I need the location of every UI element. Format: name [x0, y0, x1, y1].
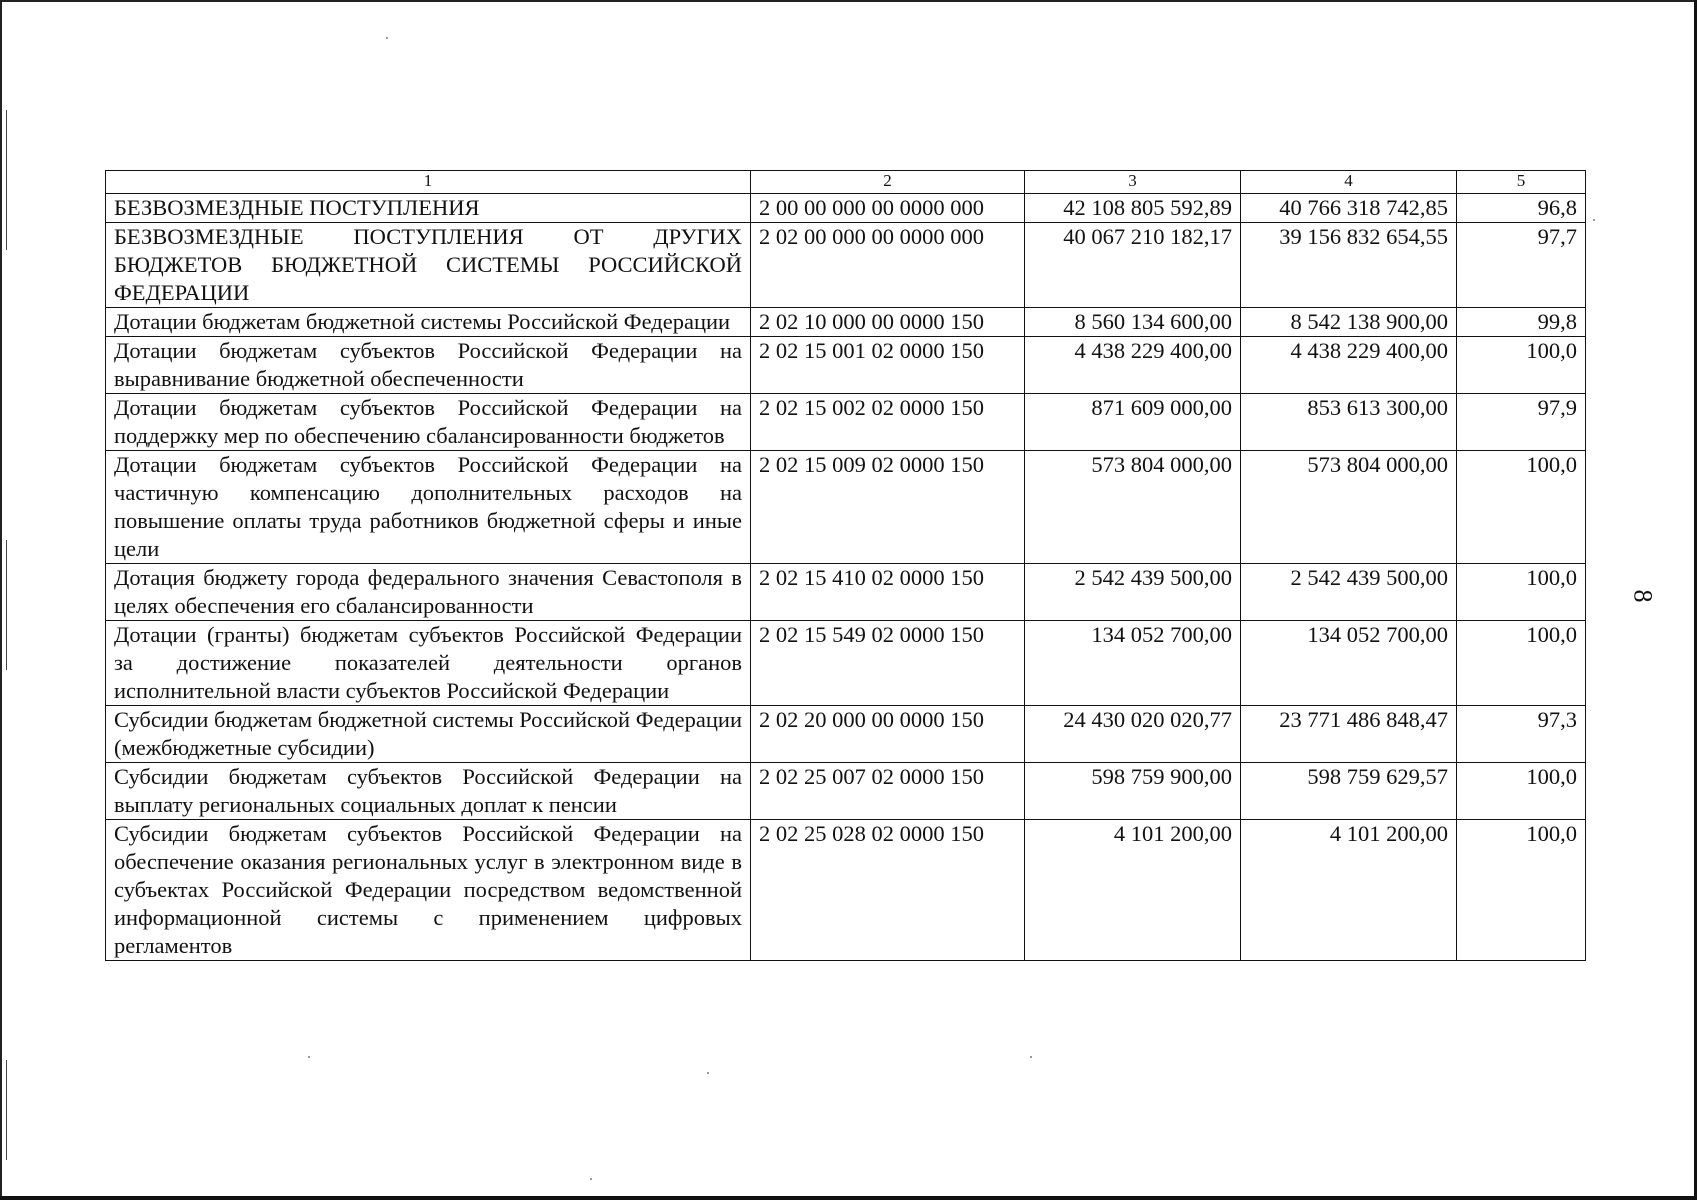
actual-amount: 4 101 200,00	[1241, 820, 1457, 961]
revenue-name: Дотации бюджетам субъектов Российской Федерации на выравнивание бюджетной обеспеченности	[106, 337, 751, 394]
execution-percent: 100,0	[1457, 763, 1586, 820]
column-number-4: 4	[1241, 171, 1457, 194]
budget-classification-code: 2 02 25 028 02 0000 150	[751, 820, 1025, 961]
execution-percent: 100,0	[1457, 337, 1586, 394]
table-row	[106, 194, 1586, 223]
revenue-name: Субсидии бюджетам субъектов Российской Федерации на обеспечение оказания региональных услуг в электронном виде в субъектах Российской Федерации посредством ведомственной информационной системы с применением цифровых регламентов	[106, 820, 751, 961]
revenue-name: Дотации (гранты) бюджетам субъектов Российской Федерации за достижение показателей деятельности органов исполнительной власти субъектов Российской Федерации	[106, 621, 751, 706]
budget-classification-code: 2 02 15 549 02 0000 150	[751, 621, 1025, 706]
column-number-1: 1	[106, 171, 751, 194]
scan-edge-bottom	[0, 1196, 1697, 1200]
actual-amount: 573 804 000,00	[1241, 451, 1457, 564]
execution-percent: 100,0	[1457, 564, 1586, 621]
actual-amount: 8 542 138 900,00	[1241, 308, 1457, 337]
execution-percent: 97,7	[1457, 223, 1586, 308]
scan-edge-left	[0, 0, 2, 1200]
actual-amount: 2 542 439 500,00	[1241, 564, 1457, 621]
execution-percent: 100,0	[1457, 820, 1586, 961]
scan-speck	[590, 1178, 592, 1180]
scan-edge-top	[0, 0, 1697, 2]
revenue-name: БЕЗВОЗМЕЗДНЫЕ ПОСТУПЛЕНИЯ	[106, 194, 751, 223]
planned-amount: 2 542 439 500,00	[1025, 564, 1241, 621]
planned-amount: 24 430 020 020,77	[1025, 706, 1241, 763]
budget-classification-code: 2 02 10 000 00 0000 150	[751, 308, 1025, 337]
revenue-name: Субсидии бюджетам субъектов Российской Федерации на выплату региональных социальных доплат к пенсии	[106, 763, 751, 820]
actual-amount: 39 156 832 654,55	[1241, 223, 1457, 308]
scan-speck	[386, 37, 388, 39]
table-row	[106, 706, 1586, 763]
planned-amount: 8 560 134 600,00	[1025, 308, 1241, 337]
budget-revenue-table	[105, 170, 1586, 961]
planned-amount: 4 438 229 400,00	[1025, 337, 1241, 394]
planned-amount: 42 108 805 592,89	[1025, 194, 1241, 223]
revenue-name: Дотации бюджетам субъектов Российской Федерации на поддержку мер по обеспечению сбалансированности бюджетов	[106, 394, 751, 451]
table-row	[106, 763, 1586, 820]
revenue-name: Дотации бюджетам бюджетной системы Российской Федерации	[106, 308, 751, 337]
table-row	[106, 564, 1586, 621]
planned-amount: 134 052 700,00	[1025, 621, 1241, 706]
execution-percent: 97,3	[1457, 706, 1586, 763]
page-number: 8	[1628, 589, 1658, 603]
actual-amount: 853 613 300,00	[1241, 394, 1457, 451]
actual-amount: 40 766 318 742,85	[1241, 194, 1457, 223]
budget-classification-code: 2 02 25 007 02 0000 150	[751, 763, 1025, 820]
budget-classification-code: 2 02 00 000 00 0000 000	[751, 223, 1025, 308]
revenue-name: БЕЗВОЗМЕЗДНЫЕ ПОСТУПЛЕНИЯ ОТ ДРУГИХ БЮДЖЕТОВ БЮДЖЕТНОЙ СИСТЕМЫ РОССИЙСКОЙ ФЕДЕРАЦИИ	[106, 223, 751, 308]
table-row	[106, 308, 1586, 337]
planned-amount: 4 101 200,00	[1025, 820, 1241, 961]
scan-speck	[1030, 1056, 1032, 1058]
scan-margin-mark	[6, 540, 7, 670]
scan-margin-mark	[6, 1060, 7, 1160]
column-number-3: 3	[1025, 171, 1241, 194]
table-row	[106, 223, 1586, 308]
revenue-name: Дотации бюджетам субъектов Российской Федерации на частичную компенсацию дополнительных расходов на повышение оплаты труда работников бюджетной сферы и иные цели	[106, 451, 751, 564]
budget-classification-code: 2 02 20 000 00 0000 150	[751, 706, 1025, 763]
table-row	[106, 394, 1586, 451]
execution-percent: 97,9	[1457, 394, 1586, 451]
execution-percent: 99,8	[1457, 308, 1586, 337]
budget-classification-code: 2 02 15 410 02 0000 150	[751, 564, 1025, 621]
execution-percent: 96,8	[1457, 194, 1586, 223]
planned-amount: 573 804 000,00	[1025, 451, 1241, 564]
execution-percent: 100,0	[1457, 451, 1586, 564]
revenue-name: Дотация бюджету города федерального значения Севастополя в целях обеспечения его сбалансированности	[106, 564, 751, 621]
budget-classification-code: 2 00 00 000 00 0000 000	[751, 194, 1025, 223]
table-row	[106, 451, 1586, 564]
execution-percent: 100,0	[1457, 621, 1586, 706]
table-row	[106, 820, 1586, 961]
table-header-row	[106, 171, 1586, 194]
planned-amount: 598 759 900,00	[1025, 763, 1241, 820]
actual-amount: 598 759 629,57	[1241, 763, 1457, 820]
scan-speck	[308, 1056, 310, 1058]
budget-classification-code: 2 02 15 001 02 0000 150	[751, 337, 1025, 394]
actual-amount: 23 771 486 848,47	[1241, 706, 1457, 763]
planned-amount: 40 067 210 182,17	[1025, 223, 1241, 308]
planned-amount: 871 609 000,00	[1025, 394, 1241, 451]
scan-speck	[1593, 219, 1595, 221]
actual-amount: 134 052 700,00	[1241, 621, 1457, 706]
table-row	[106, 621, 1586, 706]
scan-margin-mark	[6, 110, 7, 250]
budget-classification-code: 2 02 15 009 02 0000 150	[751, 451, 1025, 564]
table-row	[106, 337, 1586, 394]
scan-speck	[707, 1072, 709, 1074]
revenue-name: Субсидии бюджетам бюджетной системы Российской Федерации (межбюджетные субсидии)	[106, 706, 751, 763]
column-number-2: 2	[751, 171, 1025, 194]
column-number-5: 5	[1457, 171, 1586, 194]
actual-amount: 4 438 229 400,00	[1241, 337, 1457, 394]
budget-classification-code: 2 02 15 002 02 0000 150	[751, 394, 1025, 451]
